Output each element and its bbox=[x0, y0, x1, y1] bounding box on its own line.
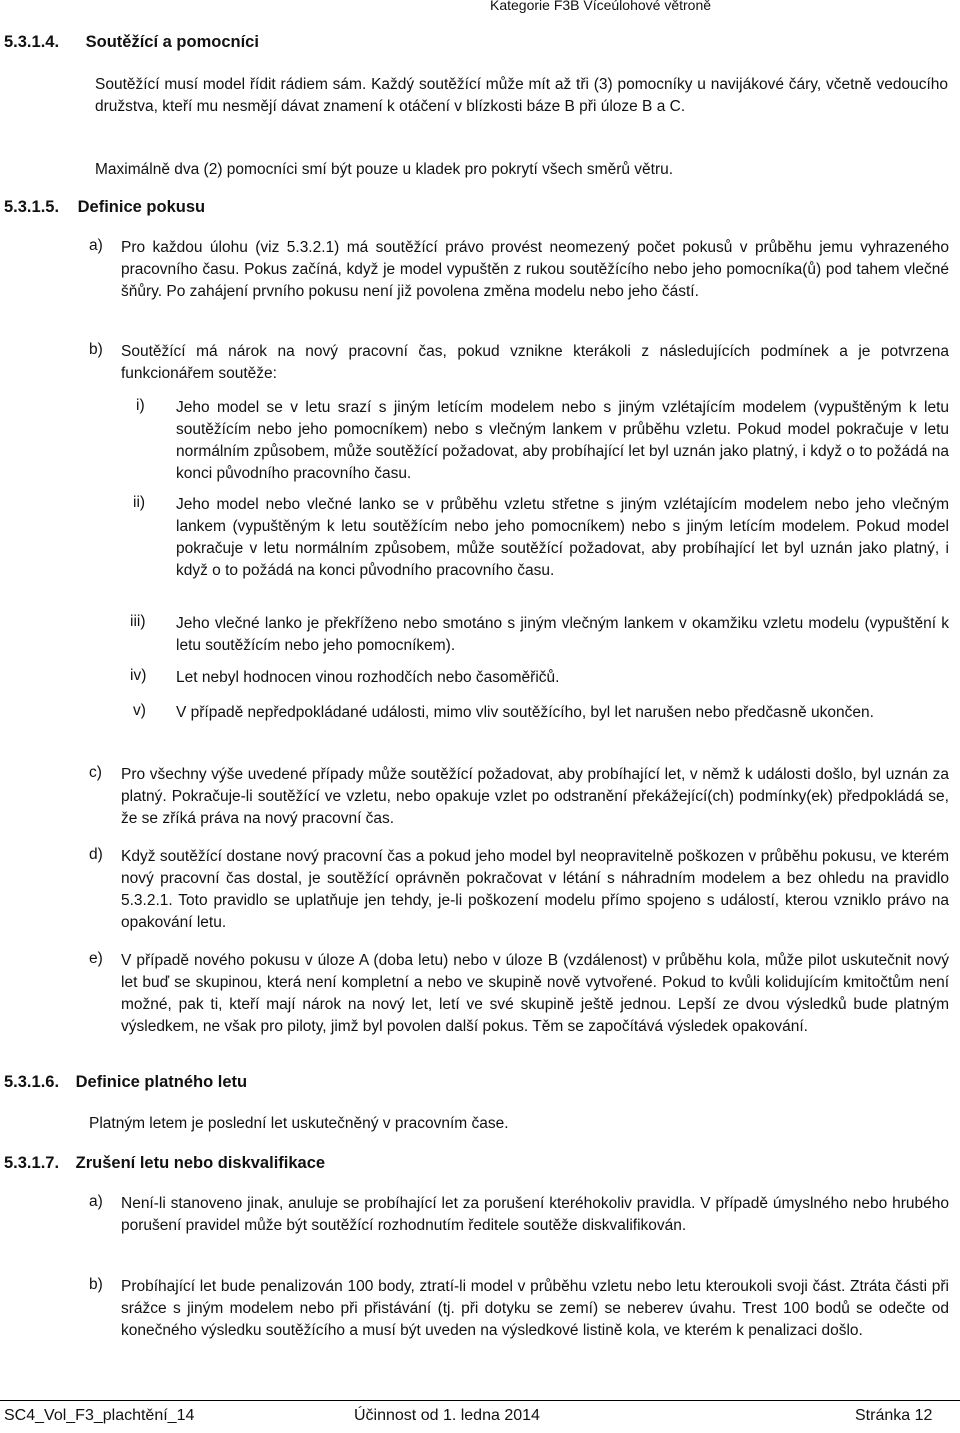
list-label: c) bbox=[89, 764, 102, 781]
list-item: Pro každou úlohu (viz 5.3.2.1) má soutěžící právo provést neomezený počet pokusů v průběhu jemu vyhrazeného pracovního času. Pokus začíná, když je model vypuštěn z rukou soutěžícího nebo jeho pomocníka(ů) pod tahem vlečné šňůry. Po zahájení prvního pokusu není již povolena změna modelu nebo jeho částí. bbox=[121, 239, 949, 300]
section-number: 5.3.1.4. bbox=[4, 33, 60, 51]
sublist-label: v) bbox=[133, 702, 146, 719]
list-label: a) bbox=[89, 1193, 103, 1210]
sublist-item: V případě nepředpokládané události, mimo vliv soutěžícího, byl let narušen nebo předčasně ukončen. bbox=[176, 704, 874, 721]
sublist-label: i) bbox=[136, 397, 145, 414]
footer-document-name: SC4_Vol_F3_plachtění_14 bbox=[4, 1407, 195, 1424]
sublist-label: iv) bbox=[130, 667, 147, 684]
list-item: Pro všechny výše uvedené případy může soutěžící požadovat, aby probíhající let, v němž k události došlo, byl uznán za platný. Pokračuje-li soutěžící ve vzletu, nebo opakuje vzlet po odstranění překážející(ch) podmínky(ek) předpokládá se, že se zříká práva na nový pracovní čas. bbox=[121, 766, 949, 827]
sublist-item: Let nebyl hodnocen vinou rozhodčích nebo časoměřičů. bbox=[176, 669, 560, 686]
section-number: 5.3.1.6. bbox=[4, 1073, 60, 1091]
sublist-label: ii) bbox=[133, 494, 146, 511]
sublist-item: Jeho model se v letu srazí s jiným letícím modelem nebo s jiným vzlétajícím modelem (vypuštěným k letu soutěžícím nebo jeho pomocníkem) nebo s vlečným lankem v průběhu vzletu. Pokud model pokračuje v letu normálním způsobem, může soutěžící požadovat, aby probíhající let byl uznán jako platný, i když o to požádá na konci původního pracovního času. bbox=[176, 399, 949, 482]
list-item: Když soutěžící dostane nový pracovní čas a pokud jeho model byl neopravitelně poškozen v průběhu pokusu, ve kterém nový pracovní čas dostal, je soutěžící oprávněn pokračovat v létání s náhradním modelem a bez ohledu na pravidlo 5.3.2.1. Toto pravidlo se uplatňuje jen tehdy, je-li poškození modelu přímo spojeno s událostí, kterou vzniklo právo na opakování letu. bbox=[121, 848, 949, 931]
list-label: b) bbox=[89, 341, 103, 358]
section-title: Definice platného letu bbox=[75, 1073, 248, 1091]
footer-validity: Účinnost od 1. ledna 2014 bbox=[354, 1407, 540, 1424]
list-label: a) bbox=[89, 237, 103, 254]
section-heading-5-3-1-5 bbox=[4, 198, 205, 217]
section-title: Soutěžící a pomocníci bbox=[85, 33, 259, 51]
sublist-item: Jeho vlečné lanko je překříženo nebo smotáno s jiným vlečným lankem v okamžiku vzletu modelu (vypuštění k letu soutěžícím nebo jeho pomocníkem). bbox=[176, 615, 949, 654]
footer-page-number: Stránka 12 bbox=[855, 1407, 933, 1424]
section-title: Definice pokusu bbox=[77, 198, 206, 216]
list-item: Soutěžící má nárok na nový pracovní čas, pokud vznikne kterákoli z následujících podmínek a je potvrzena funkcionářem soutěže: bbox=[121, 343, 949, 382]
section-heading-5-3-1-6 bbox=[4, 1073, 247, 1092]
sublist-label: iii) bbox=[130, 613, 146, 630]
list-item: V případě nového pokusu v úloze A (doba letu) nebo v úloze B (vzdálenost) v průběhu kola, může pilot uskutečnit nový let buď se skupinou, která není kompletní a nebo ve skupině nově vytvořené. Pokud to kvůli kolidujícím kmitočtům není možné, pak ti, kteří mají nárok na nový let, letí ve své skupině ještě jednou. Lepší ze dvou výsledků bude platným výsledkem, ne však pro piloty, jimž byl povolen další pokus. Těm se započítává výsledek opakování. bbox=[121, 952, 949, 1035]
section-heading-5-3-1-7 bbox=[4, 1154, 325, 1173]
footer-divider bbox=[0, 1400, 960, 1401]
list-label: e) bbox=[89, 950, 103, 967]
section-number: 5.3.1.5. bbox=[4, 198, 60, 216]
paragraph: Soutěžící musí model řídit rádiem sám. Každý soutěžící může mít až tři (3) pomocníky u navijákové čáry, včetně vedoucího družstva, kteří mu nesmějí dávat znamení k otáčení v blízkosti báze B při úloze B a C. bbox=[95, 76, 948, 115]
section-number: 5.3.1.7. bbox=[4, 1154, 60, 1172]
section-heading-5-3-1-4 bbox=[4, 33, 259, 52]
list-item: Není-li stanoveno jinak, anuluje se probíhající let za porušení kteréhokoliv pravidla. V případě úmyslného nebo hrubého porušení pravidel může být soutěžící rozhodnutím ředitele soutěže diskvalifikován. bbox=[121, 1195, 949, 1234]
document-category-header: Kategorie F3B Víceúlohové větroně bbox=[490, 0, 712, 13]
list-label: b) bbox=[89, 1276, 103, 1293]
sublist-item: Jeho model nebo vlečné lanko se v průběhu vzletu střetne s jiným vzlétajícím modelem nebo jeho vlečným lankem (vypuštěným k letu soutěžícím nebo jeho pomocníkem) nebo s jiným letícím modelem. Pokud model pokračuje v letu normálním způsobem, může soutěžící požadovat, aby probíhající let byl uznán jako platný, i když o to požádá na konci původního pracovního času. bbox=[176, 496, 949, 579]
section-title: Zrušení letu nebo diskvalifikace bbox=[75, 1154, 326, 1172]
list-label: d) bbox=[89, 846, 103, 863]
paragraph: Platným letem je poslední let uskutečněný v pracovním čase. bbox=[89, 1115, 509, 1132]
paragraph: Maximálně dva (2) pomocníci smí být pouze u kladek pro pokrytí všech směrů větru. bbox=[95, 161, 674, 178]
list-item: Probíhající let bude penalizován 100 body, ztratí-li model v průběhu vzletu nebo letu kteroukoli svoji část. Ztráta části při srážce s jiným modelem nebo při přistávání (tj. při dotyku se zemí) se neberev úvahu. Trest 100 bodů se odečte od konečného výsledku soutěžícího a musí být uveden na výsledkové listině kola, ve kterém k penalizaci došlo. bbox=[121, 1278, 949, 1339]
